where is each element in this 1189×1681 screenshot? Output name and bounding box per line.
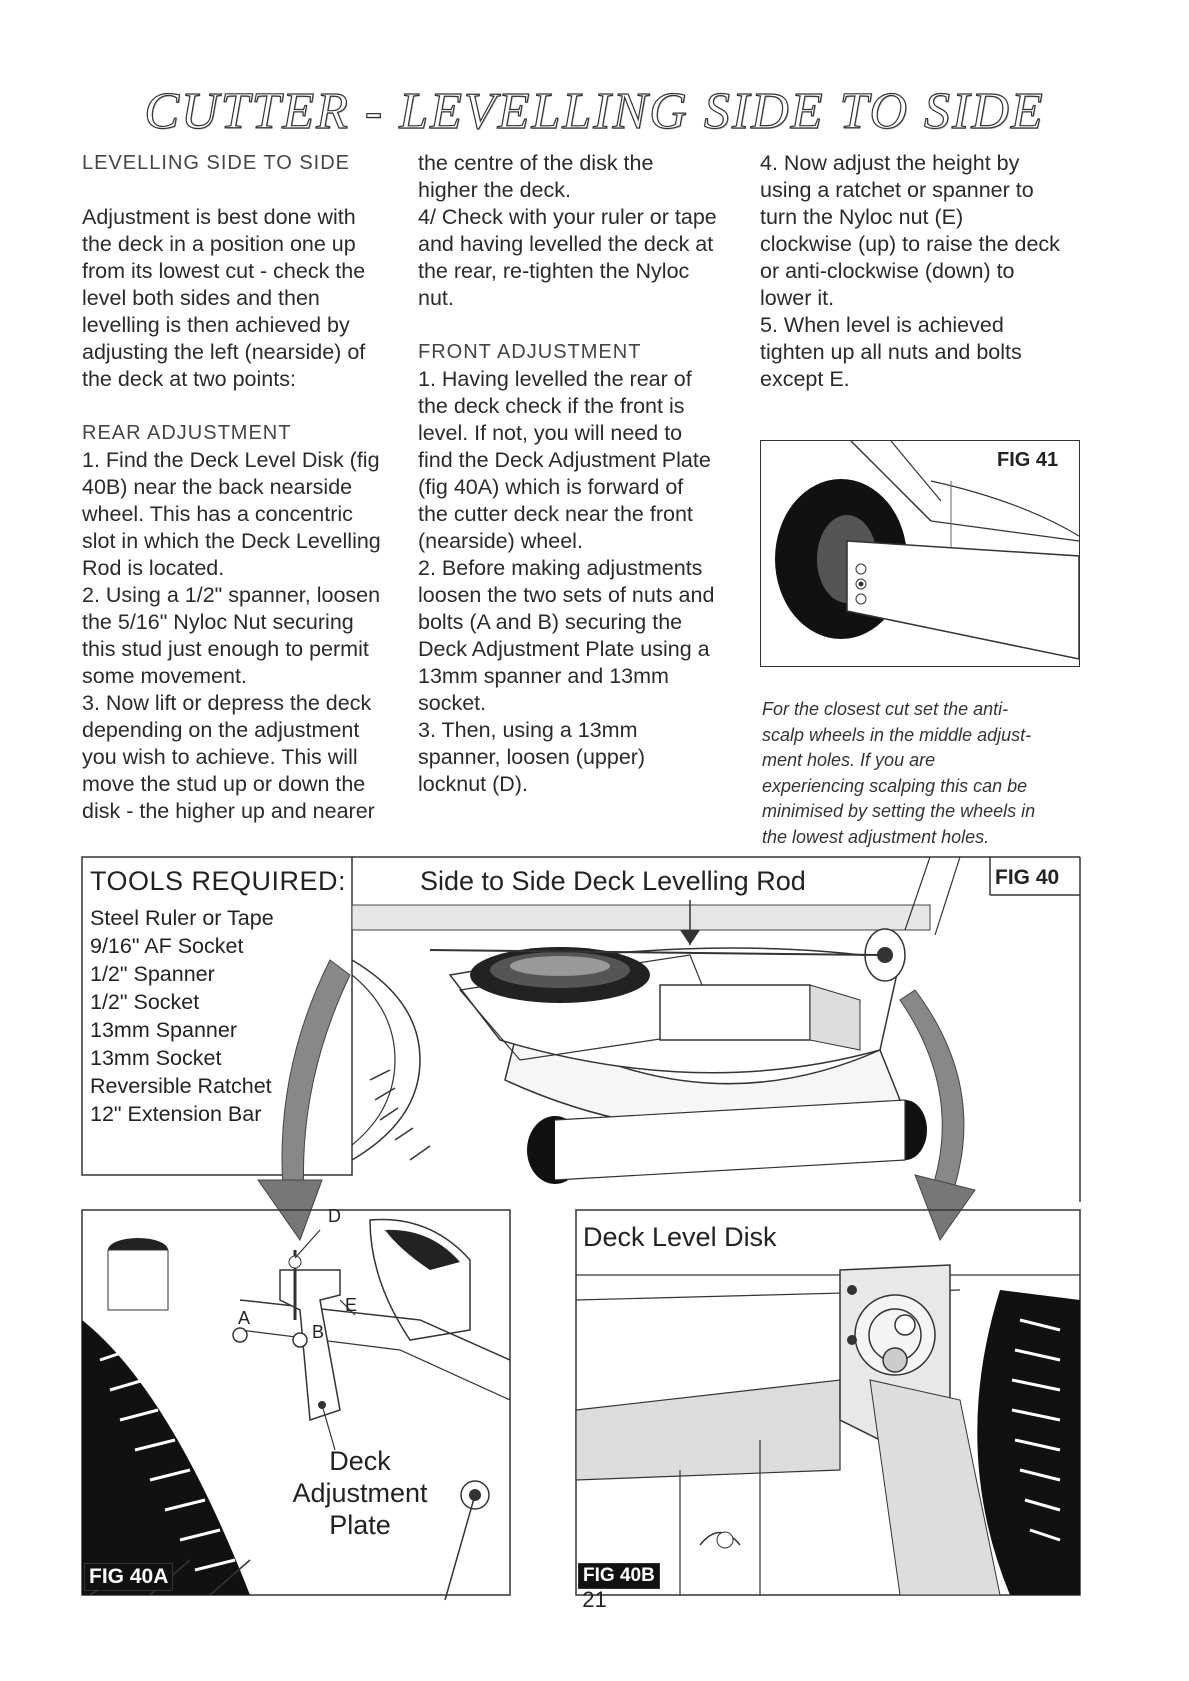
heading-rear-adjustment: REAR ADJUSTMENT [82, 422, 292, 444]
heading-levelling: LEVELLING SIDE TO SIDE [82, 152, 351, 174]
text-line: the cutter deck near the front [418, 502, 693, 526]
text-line: depending on the adjustment [82, 718, 360, 742]
text-line: locknut (D). [418, 772, 528, 796]
text-line: (fig 40A) which is forward of [418, 475, 684, 499]
fig40b-title: Deck Level Disk [583, 1222, 777, 1252]
text-line: spanner, loosen (upper) [418, 745, 646, 769]
text-line: 4/ Check with your ruler or tape [418, 205, 717, 229]
fig40a-label: FIG 40A [84, 1563, 173, 1591]
text-line: find the Deck Adjustment Plate [418, 448, 711, 472]
tool-item: 1/2" Socket [90, 990, 200, 1014]
tool-item: 9/16" AF Socket [90, 934, 244, 958]
fig40b-label: FIG 40B [578, 1563, 660, 1589]
text-line: move the stud up or down the [82, 772, 366, 796]
text-line: Adjustment is best done with [82, 205, 356, 229]
text-line: the 5/16" Nyloc Nut securing [82, 610, 354, 634]
text-line: the rear, re-tighten the Nyloc [418, 259, 690, 283]
text-line: the deck in a position one up [82, 232, 356, 256]
page-title: CUTTER - LEVELLING SIDE TO SIDE [144, 83, 1045, 140]
plate-label-line: Plate [329, 1510, 391, 1540]
letter-b: B [312, 1322, 325, 1342]
text-line: disk - the higher up and nearer [82, 799, 375, 823]
text-line: 13mm spanner and 13mm [418, 664, 669, 688]
text-line: lower it. [760, 286, 835, 310]
caption-line: minimised by setting the wheels in [762, 801, 1036, 821]
caption-line: experiencing scalping this can be [762, 775, 1028, 796]
text-line: the deck check if the front is [418, 394, 685, 418]
tool-item: Steel Ruler or Tape [90, 906, 274, 930]
text-line: 1. Find the Deck Level Disk (fig [82, 448, 380, 472]
text-line: Rod is located. [82, 556, 225, 580]
text-line: except E. [760, 367, 850, 391]
page-number: 21 [582, 1587, 607, 1612]
letter-a: A [238, 1308, 251, 1328]
text-line: this stud just enough to permit [82, 637, 369, 661]
caption-line: the lowest adjustment holes. [762, 826, 990, 847]
text-line: you wish to achieve. This will [82, 745, 358, 769]
text-line: higher the deck. [418, 178, 571, 202]
text-line: 5. When level is achieved [760, 313, 1004, 337]
tool-item: 1/2" Spanner [90, 962, 215, 986]
deck-adjustment-plate-label [280, 1445, 440, 1541]
text-line: or anti-clockwise (down) to [760, 259, 1015, 283]
tool-item: Reversible Ratchet [90, 1074, 272, 1098]
text-line: tighten up all nuts and bolts [760, 340, 1022, 364]
text-line: levelling is then achieved by [82, 313, 350, 337]
letter-d: D [328, 1206, 341, 1226]
text-line: level both sides and then [82, 286, 320, 310]
text-line: the deck at two points: [82, 367, 296, 391]
text-line: slot in which the Deck Levelling [82, 529, 381, 553]
text-line: nut. [418, 286, 454, 310]
fig41-label: FIG 41 [997, 449, 1059, 471]
caption-line: scalp wheels in the middle adjust- [762, 724, 1032, 745]
text-line: clockwise (up) to raise the deck [760, 232, 1060, 256]
text-line: 3. Then, using a 13mm [418, 718, 638, 742]
text-line: the centre of the disk the [418, 151, 654, 175]
fig40-title: Side to Side Deck Levelling Rod [420, 866, 806, 896]
letter-e: E [345, 1295, 358, 1315]
text-line: from its lowest cut - check the [82, 259, 366, 283]
plate-label-line: Adjustment [292, 1478, 428, 1508]
text-line: turn the Nyloc nut (E) [760, 205, 964, 229]
caption-line: For the closest cut set the anti- [762, 699, 1009, 719]
tool-item: 12" Extension Bar [90, 1102, 262, 1126]
text-line: some movement. [82, 664, 247, 688]
tools-required-title: TOOLS REQUIRED: [90, 866, 347, 896]
text-line: 2. Using a 1/2" spanner, loosen [82, 583, 381, 607]
text-line: socket. [418, 691, 487, 715]
heading-front-adjustment: FRONT ADJUSTMENT [418, 341, 642, 363]
tool-item: 13mm Spanner [90, 1018, 237, 1042]
text-line: wheel. This has a concentric [82, 502, 353, 526]
text-line: 1. Having levelled the rear of [418, 367, 692, 391]
plate-label-line: Deck [329, 1446, 391, 1476]
text-line: 4. Now adjust the height by [760, 151, 1020, 175]
text-line: loosen the two sets of nuts and [418, 583, 715, 607]
caption-line: ment holes. If you are [762, 750, 936, 770]
fig40-label: FIG 40 [995, 866, 1060, 889]
text-line: 3. Now lift or depress the deck [82, 691, 372, 715]
text-line: 40B) near the back nearside [82, 475, 353, 499]
text-line: adjusting the left (nearside) of [82, 340, 366, 364]
tool-item: 13mm Socket [90, 1046, 222, 1070]
text-line: using a ratchet or spanner to [760, 178, 1034, 202]
text-line: and having levelled the deck at [418, 232, 714, 256]
tools-list [90, 904, 274, 1128]
text-line: (nearside) wheel. [418, 529, 583, 553]
text-line: Deck Adjustment Plate using a [418, 637, 710, 661]
text-line: 2. Before making adjustments [418, 556, 703, 580]
text-line: level. If not, you will need to [418, 421, 683, 445]
text-line: bolts (A and B) securing the [418, 610, 683, 634]
